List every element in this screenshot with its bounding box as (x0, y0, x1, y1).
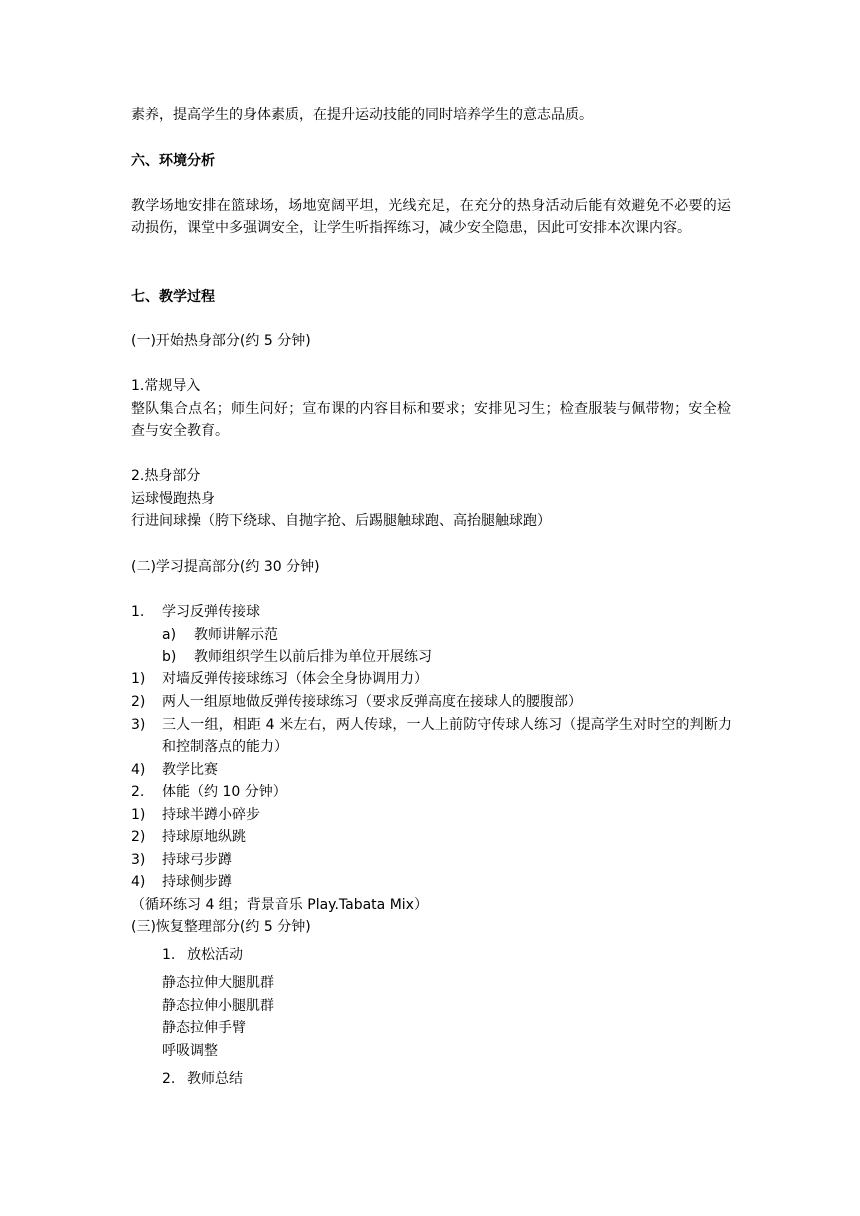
list-marker: 4) (131, 762, 146, 778)
summary-title: 教师总结 (187, 1071, 243, 1087)
relax-line: 静态拉伸手臂 (162, 1020, 246, 1036)
learn-title: 学习反弹传接球 (162, 604, 260, 620)
routine-title: 1.常规导入 (131, 378, 201, 394)
sub-item-a: 教师讲解示范 (194, 627, 278, 643)
part-1-heading: (一)开始热身部分(约 5 分钟) (131, 333, 311, 349)
list-number: 2. (131, 784, 145, 800)
fitness-item: 持球原地纵跳 (162, 829, 246, 845)
warmup-line: 行进间球操（胯下绕球、自抛字抢、后踢腿触球跑、高抬腿触球跑） (131, 513, 551, 529)
drill-item: 教学比赛 (162, 762, 218, 778)
list-marker: 3) (131, 717, 146, 733)
list-number: 1. (162, 947, 176, 963)
sub-item-b: 教师组织学生以前后排为单位开展练习 (194, 649, 432, 665)
routine-body: 整队集合点名；师生问好；宣布课的内容目标和要求；安排见习生；检查服装与佩带物；安全检查与安全教育。 (131, 401, 731, 439)
fitness-item: 持球弓步蹲 (162, 852, 232, 868)
list-number: 2. (162, 1071, 176, 1087)
section-6-heading: 六、环境分析 (131, 153, 215, 169)
drill-item: 两人一组原地做反弹传接球练习（要求反弹高度在接球人的腰腹部） (162, 694, 582, 710)
drill-item: 三人一组，相距 4 米左右，两人传球，一人上前防守传球人练习（提高学生对时空的判断力和控制落点的能力） (162, 717, 732, 755)
warmup-title: 2.热身部分 (131, 468, 201, 484)
warmup-line: 运球慢跑热身 (131, 491, 215, 507)
section-7-heading: 七、教学过程 (131, 289, 215, 305)
list-marker: 2) (131, 694, 146, 710)
relax-line: 静态拉伸大腿肌群 (162, 975, 274, 991)
drill-item: 对墙反弹传接球练习（体会全身协调用力） (162, 671, 428, 687)
list-marker: 4) (131, 874, 146, 890)
relax-title: 放松活动 (187, 947, 243, 963)
list-marker: a) (162, 627, 177, 643)
list-number: 1. (131, 604, 145, 620)
relax-line: 呼吸调整 (162, 1043, 218, 1059)
fitness-item: 持球侧步蹲 (162, 874, 232, 890)
list-marker: 3) (131, 852, 146, 868)
list-marker: 1) (131, 807, 146, 823)
list-marker: 2) (131, 829, 146, 845)
part-3-heading: (三)恢复整理部分(约 5 分钟) (131, 919, 311, 935)
circuit-note: （循环练习 4 组；背景音乐 Play.Tabata Mix） (131, 897, 428, 913)
fitness-title: 体能（约 10 分钟） (162, 784, 287, 800)
section-6-body: 教学场地安排在篮球场，场地宽阔平坦，光线充足，在充分的热身活动后能有效避免不必要的运动损伤，课堂中多强调安全，让学生听指挥练习，减少安全隐患，因此可安排本次课内容。 (131, 198, 731, 236)
intro-paragraph: 素养，提高学生的身体素质，在提升运动技能的同时培养学生的意志品质。 (131, 107, 593, 123)
list-marker: b) (162, 649, 177, 665)
fitness-item: 持球半蹲小碎步 (162, 807, 260, 823)
relax-line: 静态拉伸小腿肌群 (162, 998, 274, 1014)
list-marker: 1) (131, 671, 146, 687)
part-2-heading: (二)学习提高部分(约 30 分钟) (131, 559, 320, 575)
